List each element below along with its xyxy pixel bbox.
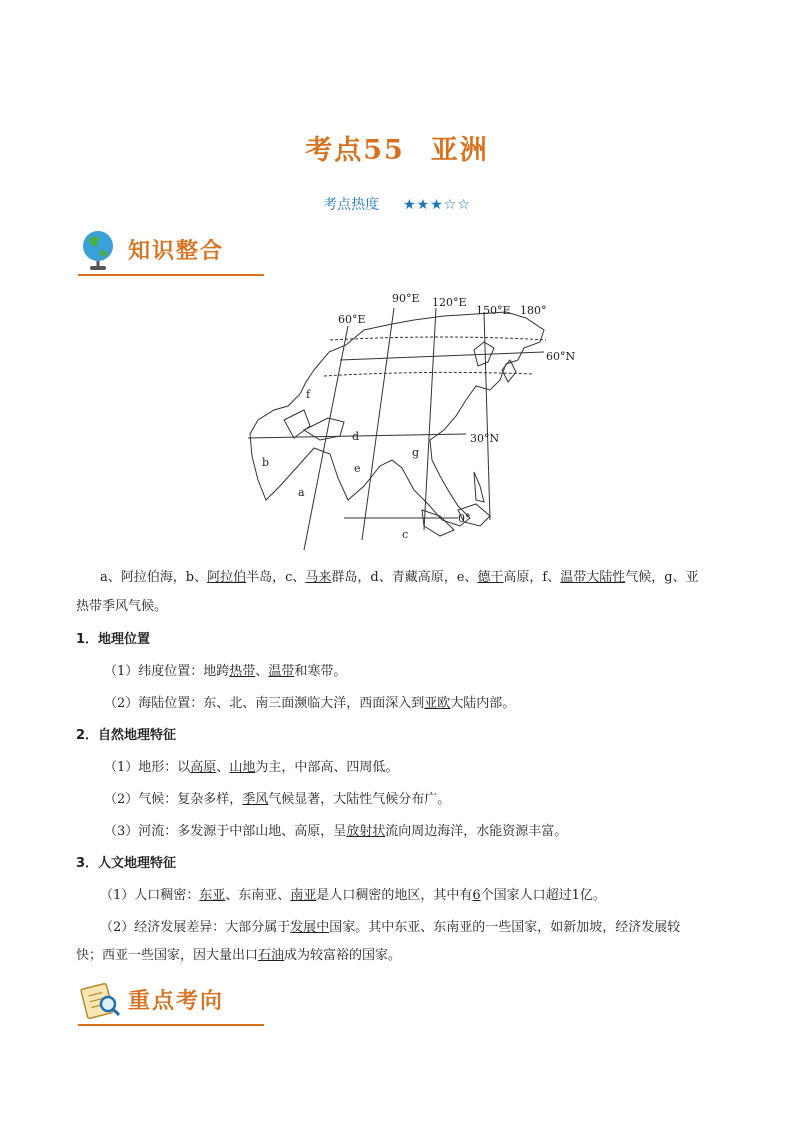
section-underline xyxy=(78,274,264,276)
heat-rating xyxy=(0,194,794,214)
heat-label: 考点热度 xyxy=(323,197,380,213)
heat-stars: ★★★☆☆ xyxy=(403,197,471,213)
map-legend-line1: a、阿拉伯海，b、阿拉伯半岛，c、马来群岛，d、青藏高原，e、德干高原，f、温带大陆性气候，g、亚 xyxy=(100,570,699,585)
title-prefix: 考点55 xyxy=(305,135,405,166)
asia-map xyxy=(244,290,580,552)
label-c: c xyxy=(402,528,409,541)
item-latitude: （1）纬度位置：地跨热带、温带和寒带。 xyxy=(104,664,347,679)
label-g: g xyxy=(412,446,420,459)
section-label-key-points: 重点考向 xyxy=(128,988,225,1014)
section-underline xyxy=(78,1024,264,1026)
item-sea-land: （2）海陆位置：东、北、南三面濒临大洋，西面深入到亚欧大陆内部。 xyxy=(104,696,516,711)
item-population: （1）人口稠密：东亚、东南亚、南亚是人口稠密的地区，其中有6个国家人口超过1亿。 xyxy=(100,888,606,903)
item-terrain: （1）地形：以高原、山地为主，中部高、四周低。 xyxy=(104,760,399,775)
label-e: e xyxy=(354,462,361,475)
label-b: b xyxy=(262,456,270,469)
label-0: 0° xyxy=(458,512,471,525)
heading-geographic-location: 1．地理位置 xyxy=(76,632,151,647)
label-a: a xyxy=(298,486,305,499)
label-60n: 60°N xyxy=(546,350,576,363)
label-30n: 30°N xyxy=(470,432,500,445)
label-d: d xyxy=(352,430,360,443)
item-climate: （2）气候：复杂多样，季风气候显著，大陆性气候分布广。 xyxy=(104,792,451,807)
label-120e: 120°E xyxy=(432,296,467,309)
label-180: 180° xyxy=(520,304,547,317)
label-150e: 150°E xyxy=(476,304,511,317)
label-f: f xyxy=(306,388,311,401)
section-label-knowledge: 知识整合 xyxy=(128,238,225,264)
label-90e: 90°E xyxy=(392,292,420,305)
label-60e: 60°E xyxy=(338,313,366,326)
title-name: 亚洲 xyxy=(430,135,489,166)
globe-icon xyxy=(78,228,122,272)
map-legend-line2: 热带季风气候。 xyxy=(76,599,168,614)
item-economy-line1: （2）经济发展差异：大部分属于发展中国家。其中东亚、东南亚的一些国家，如新加坡，经济发展较 xyxy=(100,920,681,935)
heading-human-features: 3．人文地理特征 xyxy=(76,856,177,871)
section-header-knowledge xyxy=(78,228,264,276)
asia-outline xyxy=(250,312,544,526)
heading-natural-features: 2．自然地理特征 xyxy=(76,728,177,743)
section-header-key-points xyxy=(78,978,264,1026)
item-economy-line2: 快；西亚一些国家，因大量出口石油成为较富裕的国家。 xyxy=(76,948,402,963)
item-rivers: （3）河流：多发源于中部山地、高原，呈放射状流向周边海洋，水能资源丰富。 xyxy=(104,824,568,839)
page-title xyxy=(0,128,794,167)
notebook-magnifier-icon xyxy=(78,978,122,1022)
